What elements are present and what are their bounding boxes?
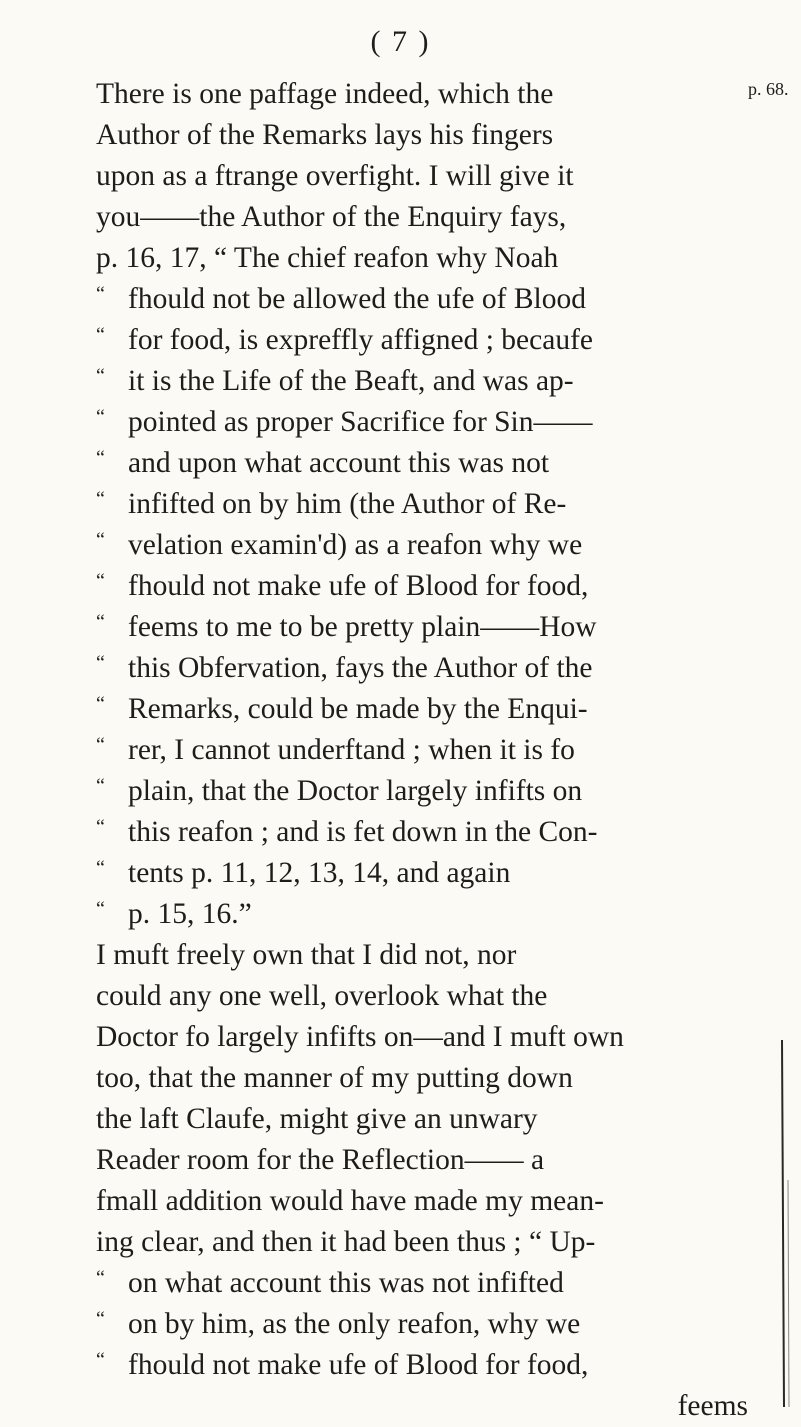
line-text: ing clear, and then it had been thus ; “ Up-	[96, 1226, 596, 1258]
line-text: p. 16, 17, “ The chief reafon why Noah	[96, 242, 559, 274]
text-line	[96, 607, 748, 648]
text-line	[96, 320, 748, 361]
text-line	[96, 74, 748, 115]
line-text: fhould not be allowed the ufe of Blood	[128, 283, 586, 315]
line-text: fhould not make ufe of Blood for food,	[128, 1349, 589, 1381]
line-text: this Obfervation, fays the Author of the	[128, 652, 593, 684]
line-text: upon as a ftrange overfight. I will give it	[96, 160, 574, 192]
quote-mark: “	[96, 857, 105, 879]
line-text: velation examin'd) as a reafon why we	[128, 529, 583, 561]
text-line	[96, 402, 748, 443]
page-number: ( 7 )	[370, 25, 431, 58]
line-text: for food, is expreffly affigned ; becaufe	[128, 324, 593, 356]
quote-mark: “	[96, 898, 105, 920]
quote-mark: “	[96, 1349, 105, 1371]
text-line	[96, 853, 748, 894]
text-line	[96, 156, 748, 197]
body-text	[96, 74, 748, 1427]
text-line	[96, 771, 748, 812]
quote-mark: “	[96, 488, 105, 510]
line-text: too, that the manner of my putting down	[96, 1062, 573, 1094]
quote-mark: “	[96, 693, 105, 715]
quote-mark: “	[96, 447, 105, 469]
text-line	[96, 197, 748, 238]
quote-mark: “	[96, 734, 105, 756]
line-text: Remarks, could be made by the Enqui-	[128, 693, 588, 725]
text-line	[96, 730, 748, 771]
text-line	[96, 566, 748, 607]
line-text: and upon what account this was not	[128, 447, 550, 479]
quote-mark: “	[96, 529, 105, 551]
quote-mark: “	[96, 324, 105, 346]
text-line	[96, 279, 748, 320]
line-text: this reafon ; and is fet down in the Con-	[128, 816, 598, 848]
line-text: it is the Life of the Beaft, and was ap-	[128, 365, 574, 397]
text-line	[96, 484, 748, 525]
text-line	[96, 976, 748, 1017]
line-text: infifted on by him (the Author of Re-	[128, 488, 567, 520]
quote-mark: “	[96, 365, 105, 387]
line-text: you——the Author of the Enquiry fays,	[96, 201, 567, 233]
line-text: fmall addition would have made my mean-	[96, 1185, 604, 1217]
line-text: Reader room for the Reflection—— a	[96, 1144, 545, 1176]
text-line	[96, 1181, 748, 1222]
line-text: There is one paffage indeed, which the	[96, 78, 554, 110]
line-text: p. 15, 16.”	[128, 898, 252, 930]
text-line	[96, 935, 748, 976]
line-text: the laft Claufe, might give an unwary	[96, 1103, 538, 1135]
line-text: Doctor fo largely infifts on—and I muft own	[96, 1021, 624, 1053]
quote-mark: “	[96, 775, 105, 797]
text-line	[96, 1058, 748, 1099]
text-line	[96, 1304, 748, 1345]
text-line	[96, 1099, 748, 1140]
text-line	[96, 238, 748, 279]
line-text: feems to me to be pretty plain——How	[128, 611, 597, 643]
text-line	[96, 1222, 748, 1263]
line-text: Author of the Remarks lays his fingers	[96, 119, 554, 151]
text-line	[96, 115, 748, 156]
text-line	[96, 894, 748, 935]
text-line	[96, 1017, 748, 1058]
quote-mark: “	[96, 611, 105, 633]
line-text: on by him, as the only reafon, why we	[128, 1308, 581, 1340]
text-line	[96, 689, 748, 730]
quote-mark: “	[96, 1308, 105, 1330]
line-text: I muft freely own that I did not, nor	[96, 939, 517, 971]
line-text: could any one well, overlook what the	[96, 980, 548, 1012]
text-line	[96, 812, 748, 853]
quote-mark: “	[96, 406, 105, 428]
line-text: fhould not make ufe of Blood for food,	[128, 570, 589, 602]
text-line	[96, 443, 748, 484]
quote-mark: “	[96, 570, 105, 592]
text-line	[96, 1263, 748, 1304]
quote-mark: “	[96, 1267, 105, 1289]
line-text: feems	[677, 1390, 748, 1422]
line-text: rer, I cannot underftand ; when it is fo	[128, 734, 575, 766]
line-text: tents p. 11, 12, 13, 14, and again	[128, 857, 511, 889]
text-line	[96, 648, 748, 689]
line-text: pointed as proper Sacrifice for Sin——	[128, 406, 593, 438]
line-text: on what account this was not infifted	[128, 1267, 564, 1299]
line-text: plain, that the Doctor largely infifts on	[128, 775, 583, 807]
quote-mark: “	[96, 816, 105, 838]
text-line	[96, 361, 748, 402]
quote-mark: “	[96, 283, 105, 305]
quote-mark: “	[96, 652, 105, 674]
margin-note: p. 68.	[748, 79, 789, 99]
text-line	[96, 525, 748, 566]
text-line	[96, 1140, 748, 1181]
text-line	[96, 1345, 748, 1386]
